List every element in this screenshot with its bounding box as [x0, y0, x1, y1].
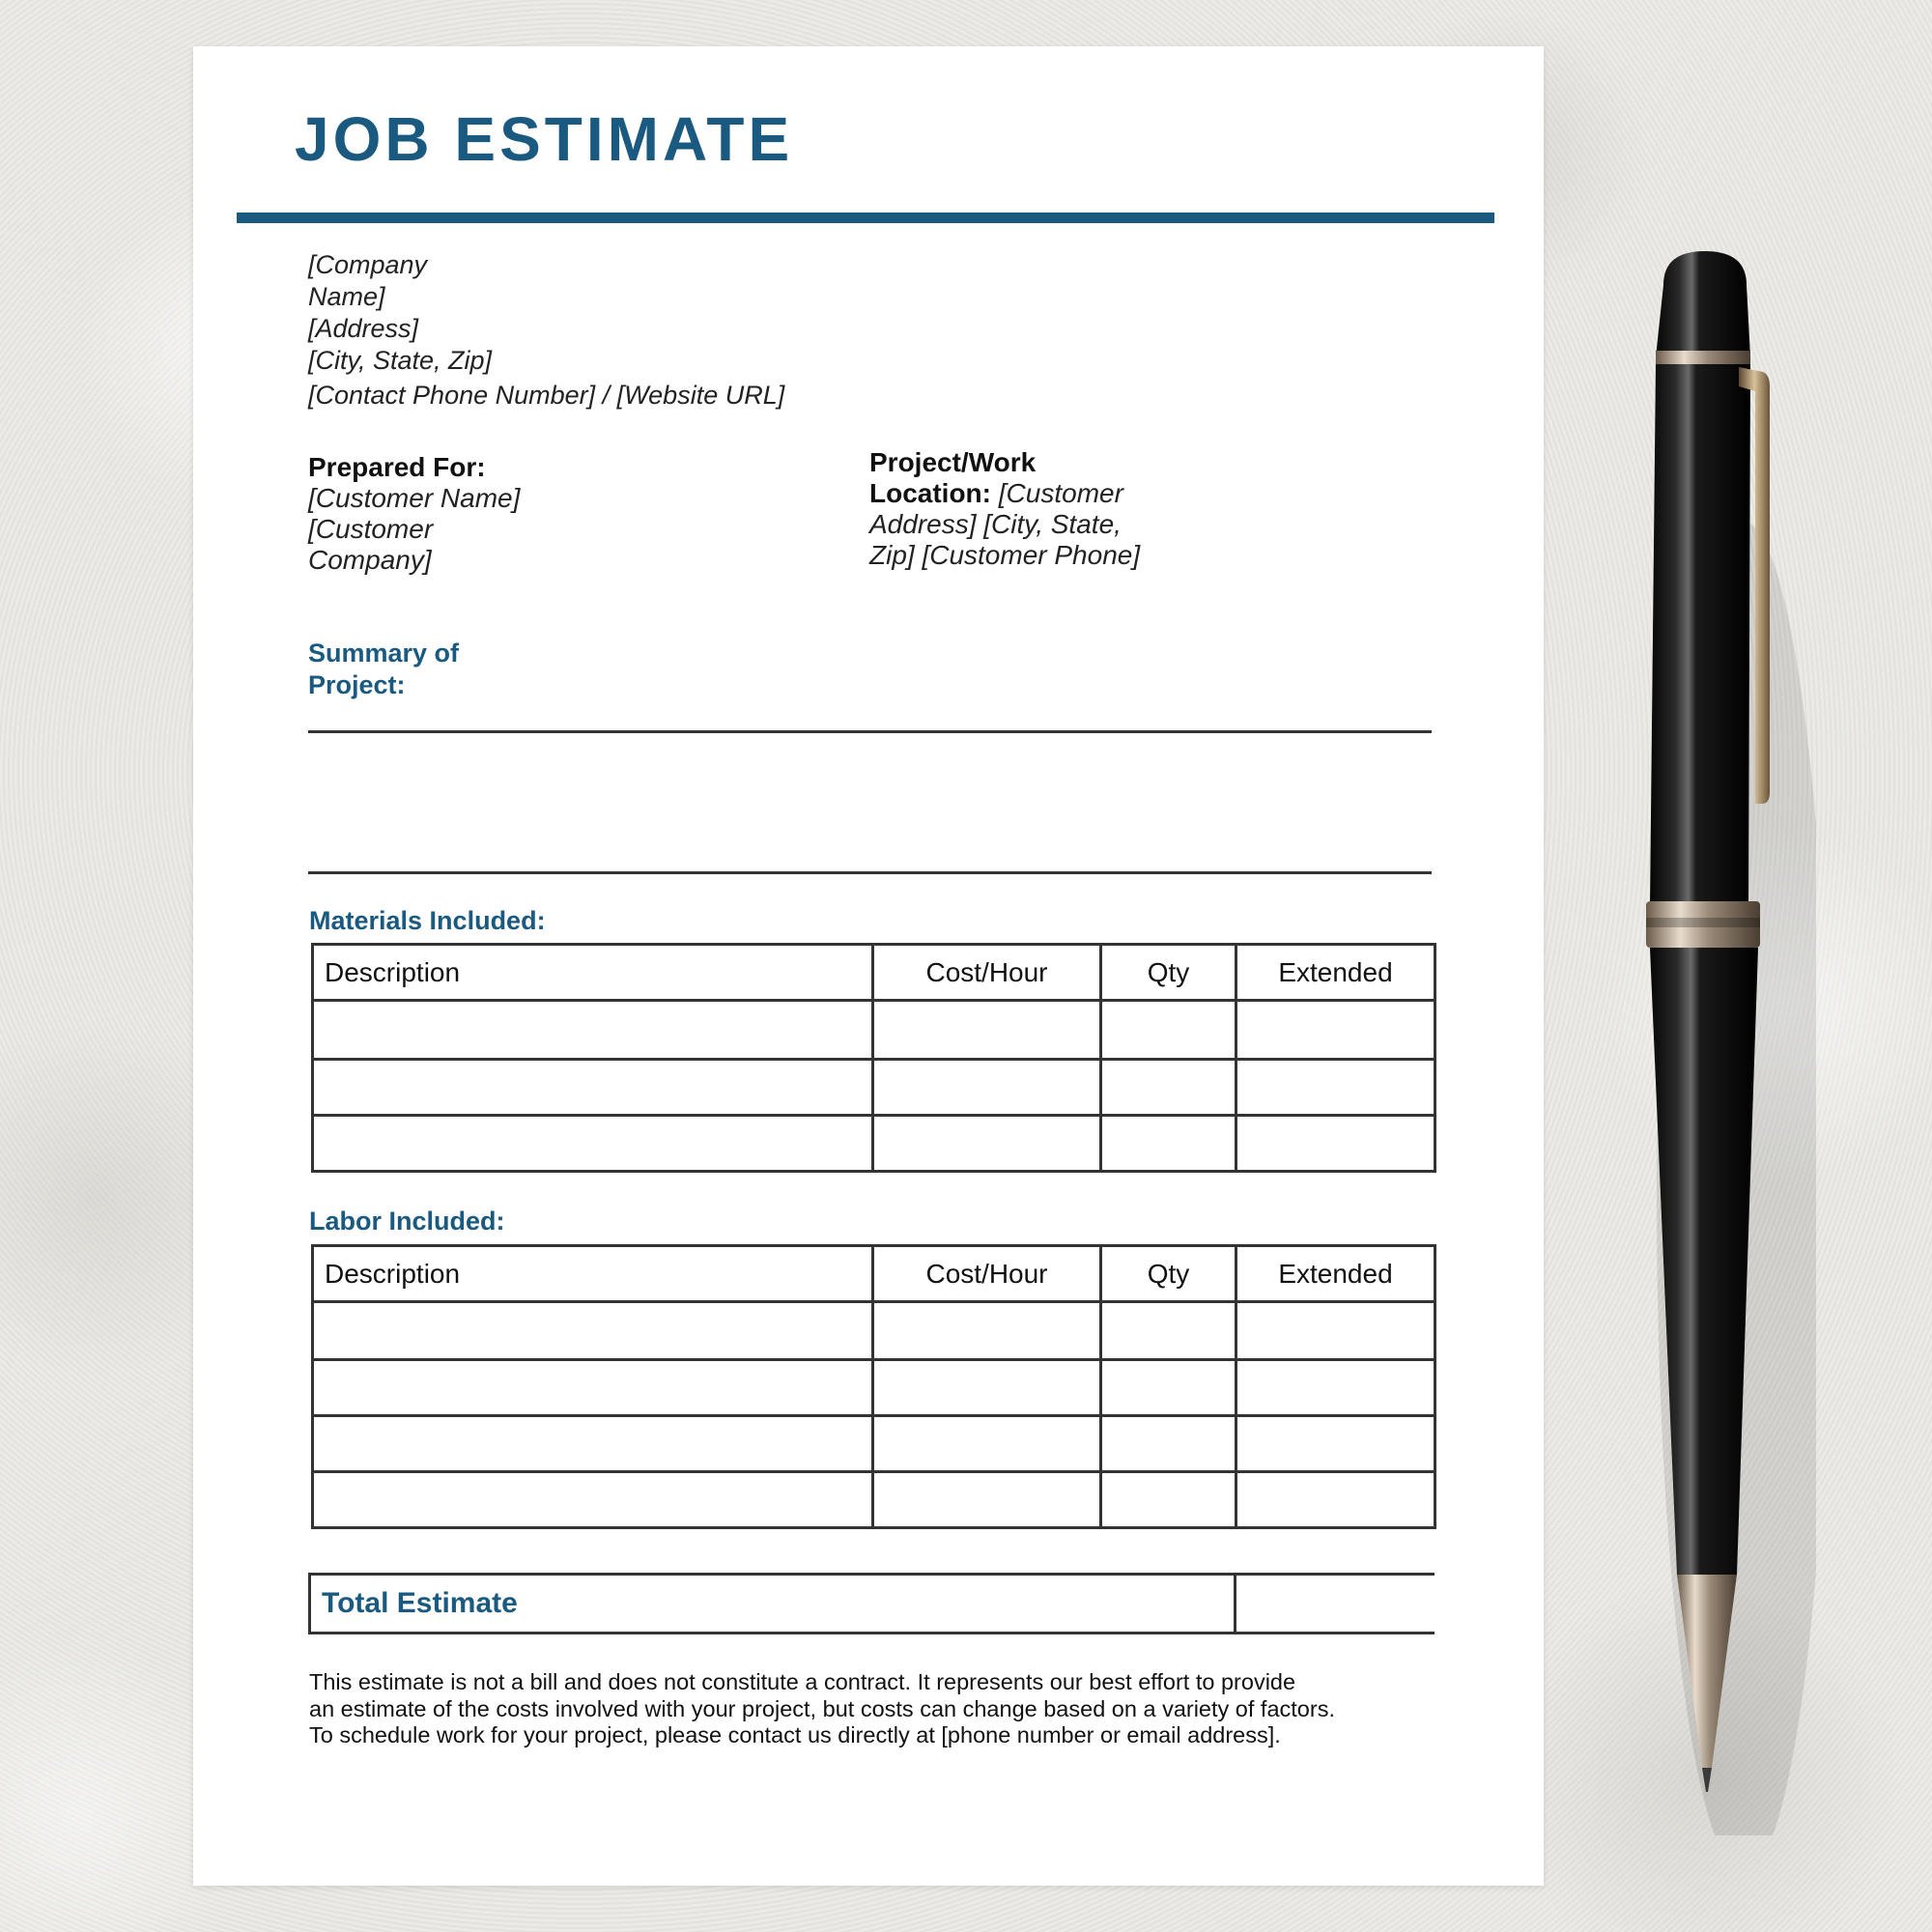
project-location-label: Project/Work Location:: [869, 447, 1037, 508]
total-estimate-label: Total Estimate: [322, 1587, 518, 1619]
pen-icon: [1623, 232, 1816, 1835]
company-name: [Company Name]: [308, 250, 428, 311]
summary-heading: Summary of Project:: [308, 639, 460, 699]
table-row: [313, 1116, 1435, 1172]
disclaimer: [309, 1669, 1439, 1749]
total-estimate-value[interactable]: [1236, 1576, 1435, 1632]
company-contact: [Contact Phone Number] / [Website URL]: [308, 381, 785, 410]
labor-cell[interactable]: [1101, 1472, 1236, 1528]
disclaimer-line: This estimate is not a bill and does not constitute a contract. It represents our best effort to provide: [309, 1669, 1296, 1694]
labor-col-description: Description: [313, 1246, 873, 1302]
disclaimer-line: an estimate of the costs involved with your project, but costs can change based on a variety of factors.: [309, 1695, 1335, 1721]
labor-col-cost-hour: Cost/Hour: [873, 1246, 1101, 1302]
prepared-for-label: Prepared For:: [308, 452, 486, 482]
labor-cell[interactable]: [1101, 1302, 1236, 1360]
table-row: [313, 1416, 1435, 1472]
labor-cell[interactable]: [1236, 1360, 1435, 1416]
materials-cell[interactable]: [873, 1116, 1101, 1172]
labor-cell[interactable]: [313, 1416, 873, 1472]
customer-name: [Customer Name]: [308, 483, 521, 513]
labor-cell[interactable]: [873, 1416, 1101, 1472]
summary-line-top: [308, 730, 1432, 733]
table-row: [313, 1060, 1435, 1116]
labor-cell[interactable]: [873, 1472, 1101, 1528]
labor-cell[interactable]: [1236, 1302, 1435, 1360]
materials-cell[interactable]: [1101, 1060, 1236, 1116]
labor-heading: Labor Included:: [309, 1207, 505, 1236]
labor-cell[interactable]: [873, 1302, 1101, 1360]
table-row: [313, 1001, 1435, 1060]
labor-cell[interactable]: [313, 1302, 873, 1360]
materials-cell[interactable]: [1101, 1116, 1236, 1172]
materials-col-description: Description: [313, 945, 873, 1001]
labor-cell[interactable]: [1101, 1416, 1236, 1472]
labor-cell[interactable]: [1101, 1360, 1236, 1416]
labor-cell[interactable]: [313, 1472, 873, 1528]
labor-cell[interactable]: [313, 1360, 873, 1416]
labor-cell[interactable]: [873, 1360, 1101, 1416]
labor-cell[interactable]: [1236, 1416, 1435, 1472]
materials-cell[interactable]: [873, 1001, 1101, 1060]
title-divider: [237, 213, 1494, 223]
materials-col-extended: Extended: [1236, 945, 1435, 1001]
summary-line-bottom: [308, 871, 1432, 874]
materials-col-cost-hour: Cost/Hour: [873, 945, 1101, 1001]
company-city-state-zip: [City, State, Zip]: [308, 346, 493, 375]
company-block: [308, 249, 888, 412]
prepared-for-block: [308, 452, 559, 576]
materials-cell[interactable]: [313, 1116, 873, 1172]
materials-cell[interactable]: [313, 1060, 873, 1116]
company-address: [Address]: [308, 314, 419, 343]
materials-cell[interactable]: [1236, 1060, 1435, 1116]
materials-cell[interactable]: [1101, 1001, 1236, 1060]
total-estimate-row: [308, 1573, 1435, 1634]
materials-col-qty: Qty: [1101, 945, 1236, 1001]
materials-table: [311, 943, 1436, 1173]
labor-table: [311, 1244, 1436, 1529]
labor-col-qty: Qty: [1101, 1246, 1236, 1302]
table-row: [313, 1472, 1435, 1528]
labor-col-extended: Extended: [1236, 1246, 1435, 1302]
disclaimer-line: To schedule work for your project, please contact us directly at [phone number or email address].: [309, 1722, 1281, 1747]
materials-heading: Materials Included:: [309, 906, 546, 935]
project-location-value: [Customer Address] [City, State, Zip] [Customer Phone]: [869, 478, 1141, 570]
labor-header-row: [313, 1246, 1435, 1302]
table-row: [313, 1360, 1435, 1416]
project-location-block: [869, 447, 1150, 571]
labor-cell[interactable]: [1236, 1472, 1435, 1528]
table-row: [313, 1302, 1435, 1360]
materials-cell[interactable]: [873, 1060, 1101, 1116]
customer-company: [Customer Company]: [308, 514, 434, 575]
document-title: JOB ESTIMATE: [295, 104, 794, 174]
materials-cell[interactable]: [1236, 1116, 1435, 1172]
materials-cell[interactable]: [313, 1001, 873, 1060]
materials-cell[interactable]: [1236, 1001, 1435, 1060]
materials-header-row: [313, 945, 1435, 1001]
